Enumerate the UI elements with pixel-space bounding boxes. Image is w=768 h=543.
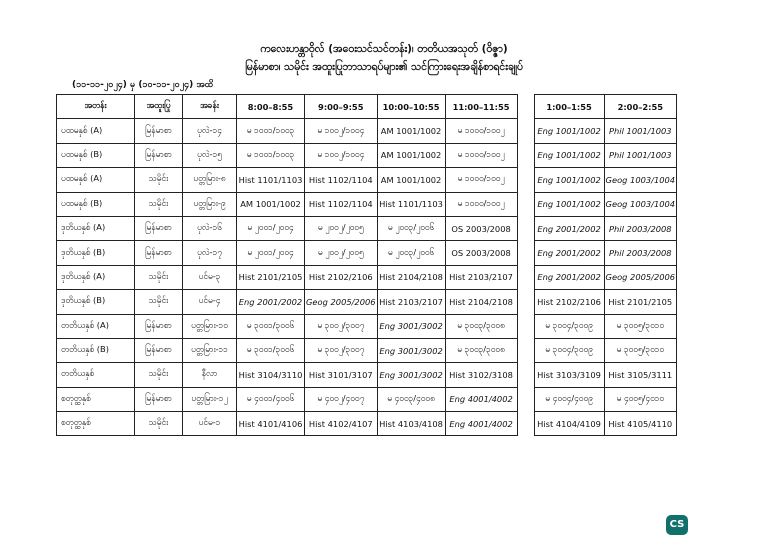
major-cell: မြန်မာစာ: [135, 314, 183, 338]
lunch-gap: [517, 192, 534, 216]
room-cell: ပင်မ-၃: [183, 265, 237, 289]
header-major: အထူးပြု: [135, 95, 183, 119]
period-cell: Hist 4101/4106: [237, 412, 305, 436]
period-cell: Eng 3001/3002: [377, 338, 445, 362]
lunch-gap: [517, 314, 534, 338]
lunch-gap: [517, 290, 534, 314]
period-cell: AM 1001/1002: [377, 119, 445, 143]
period-cell: Geog 2005/2006: [604, 265, 677, 289]
room-cell: ပုလဲ-၁၅: [183, 143, 237, 167]
period-cell: မ ၁၀၀၁/၁၀၀၃: [237, 119, 305, 143]
period-cell: Hist 1101/1103: [377, 192, 445, 216]
table-row: [57, 314, 677, 338]
period-cell: Hist 1102/1104: [305, 168, 378, 192]
header-period-4: 11:00–11:55: [445, 95, 517, 119]
major-cell: မြန်မာစာ: [135, 338, 183, 362]
header-period-1: 8:00–8:55: [237, 95, 305, 119]
class-cell: ဒုတိယနှစ် (A): [57, 265, 135, 289]
period-cell: Hist 4102/4107: [305, 412, 378, 436]
period-cell: Hist 2104/2108: [377, 265, 445, 289]
period-cell: မ ၂၀၀၃/၂၀၀၆: [377, 216, 445, 240]
class-cell: ဒုတိယနှစ် (B): [57, 241, 135, 265]
period-cell: မ ၃၀၀၂/၃၀၀၇: [305, 314, 378, 338]
table-row: [57, 168, 677, 192]
major-cell: မြန်မာစာ: [135, 241, 183, 265]
period-cell: Hist 3105/3111: [604, 363, 677, 387]
period-cell: မ ၄၀၀၂/၄၀၀၇: [305, 387, 378, 411]
header-period-2: 9:00–9:55: [305, 95, 378, 119]
class-cell: ပထမနှစ် (B): [57, 192, 135, 216]
table-row: [57, 363, 677, 387]
schedule-body: [57, 119, 677, 436]
period-cell: Eng 2001/2002: [237, 290, 305, 314]
period-cell: မ ၄၀၀၁/၄၀၀၆: [237, 387, 305, 411]
room-cell: ပတ္တမြား-၁၂: [183, 387, 237, 411]
period-cell: မ ၃၀၀၅/၃၀၁၀: [604, 338, 677, 362]
table-row: [57, 216, 677, 240]
period-cell: Eng 4001/4002: [445, 387, 517, 411]
header-period-5: 1:00–1:55: [534, 95, 604, 119]
lunch-gap: [517, 338, 534, 362]
lunch-gap: [517, 241, 534, 265]
period-cell: မ ၁၀၀၀/၁၀၀၂: [445, 119, 517, 143]
period-cell: မ ၄၀၀၅/၄၀၁၀: [604, 387, 677, 411]
period-cell: Hist 2101/2105: [604, 290, 677, 314]
room-cell: ပတ္တမြား-၉: [183, 192, 237, 216]
major-cell: သမိုင်း: [135, 290, 183, 314]
period-cell: Geog 2005/2006: [305, 290, 378, 314]
period-cell: Hist 3104/3110: [237, 363, 305, 387]
period-cell: မ ၃၀၀၃/၃၀၀၈: [445, 314, 517, 338]
period-cell: Hist 4103/4108: [377, 412, 445, 436]
period-cell: မ ၃၀၀၁/၃၀၀၆: [237, 338, 305, 362]
table-row: [57, 412, 677, 436]
class-cell: တတိယနှစ် (A): [57, 314, 135, 338]
room-cell: ပုလဲ-၁၇: [183, 241, 237, 265]
period-cell: Hist 2102/2106: [534, 290, 604, 314]
major-cell: မြန်မာစာ: [135, 119, 183, 143]
period-cell: မ ၁၀၀၂/၁၀၀၄: [305, 119, 378, 143]
period-cell: မ ၂၀၀၁/၂၀၀၄: [237, 216, 305, 240]
header-class: အတန်း: [57, 95, 135, 119]
period-cell: AM 1001/1002: [237, 192, 305, 216]
period-cell: Hist 1102/1104: [305, 192, 378, 216]
period-cell: Eng 3001/3002: [377, 363, 445, 387]
period-cell: မ ၁၀၀၀/၁၀၀၂: [445, 168, 517, 192]
period-cell: Eng 2001/2002: [534, 241, 604, 265]
class-cell: ပထမနှစ် (A): [57, 168, 135, 192]
date-range: (၁၁-၁၁-၂၀၂၄) မှ (၁၀-၁၁-၂၀၂၄) အထိ: [72, 80, 214, 90]
table-row: [57, 192, 677, 216]
period-cell: မ ၃၀၀၅/၃၀၁၀: [604, 314, 677, 338]
period-cell: Eng 1001/1002: [534, 192, 604, 216]
period-cell: Phil 2003/2008: [604, 241, 677, 265]
period-cell: Hist 3101/3107: [305, 363, 378, 387]
lunch-gap: [517, 143, 534, 167]
camscanner-logo: CS: [666, 515, 688, 535]
period-cell: Eng 2001/2002: [534, 216, 604, 240]
schedule-table: [56, 94, 677, 436]
major-cell: သမိုင်း: [135, 265, 183, 289]
lunch-gap: [517, 95, 534, 119]
period-cell: Hist 2102/2106: [305, 265, 378, 289]
period-cell: မ ၁၀၀၀/၁၀၀၂: [445, 143, 517, 167]
major-cell: မြန်မာစာ: [135, 387, 183, 411]
room-cell: ပတ္တမြား-၁၀: [183, 314, 237, 338]
major-cell: မြန်မာစာ: [135, 143, 183, 167]
period-cell: Phil 1001/1003: [604, 119, 677, 143]
period-cell: Phil 1001/1003: [604, 143, 677, 167]
period-cell: Eng 1001/1002: [534, 168, 604, 192]
period-cell: AM 1001/1002: [377, 143, 445, 167]
lunch-gap: [517, 119, 534, 143]
period-cell: Hist 4104/4109: [534, 412, 604, 436]
table-row: [57, 265, 677, 289]
table-row: [57, 241, 677, 265]
period-cell: မ ၁၀၀၁/၁၀၀၃: [237, 143, 305, 167]
room-cell: ပုလဲ-၁၆: [183, 216, 237, 240]
period-cell: Hist 3103/3109: [534, 363, 604, 387]
class-cell: စတုတ္ထနှစ်: [57, 412, 135, 436]
class-cell: ပထမနှစ် (B): [57, 143, 135, 167]
class-cell: စတုတ္ထနှစ်: [57, 387, 135, 411]
table-row: [57, 143, 677, 167]
period-cell: Hist 2101/2105: [237, 265, 305, 289]
header-period-6: 2:00–2:55: [604, 95, 677, 119]
lunch-gap: [517, 363, 534, 387]
lunch-gap: [517, 265, 534, 289]
room-cell: ပုလဲ-၁၄: [183, 119, 237, 143]
lunch-gap: [517, 387, 534, 411]
class-cell: ဒုတိယနှစ် (A): [57, 216, 135, 240]
period-cell: မ ၂၀၀၂/၂၀၀၅: [305, 216, 378, 240]
period-cell: မ ၄၀၀၃/၄၀၀၈: [377, 387, 445, 411]
period-cell: မ ၁၀၀၀/၁၀၀၂: [445, 192, 517, 216]
period-cell: မ ၃၀၀၄/၃၀၀၉: [534, 338, 604, 362]
period-cell: Eng 1001/1002: [534, 119, 604, 143]
document-subtitle: မြန်မာစာ၊ သမိုင်း အထူးပြုဘာသာရပ်များ၏ သင်ကြားရေးအချိန်စာရင်းချုပ်: [245, 61, 523, 73]
major-cell: သမိုင်း: [135, 363, 183, 387]
class-cell: ဒုတိယနှစ် (B): [57, 290, 135, 314]
period-cell: မ ၂၀၀၁/၂၀၀၄: [237, 241, 305, 265]
period-cell: Hist 4105/4110: [604, 412, 677, 436]
period-cell: မ ၃၀၀၁/၃၀၀၆: [237, 314, 305, 338]
period-cell: မ ၃၀၀၄/၃၀၀၉: [534, 314, 604, 338]
room-cell: ပတ္တမြား-၁၁: [183, 338, 237, 362]
period-cell: OS 2003/2008: [445, 241, 517, 265]
document-title: ကလေးဟန္တာဝိုလ် (အဝေးသင်သင်တန်း)၊ တတိယအသုတ် (ဝိဇ္ဇာ): [260, 43, 508, 55]
header-row: [57, 95, 677, 119]
period-cell: မ ၂၀၀၂/၂၀၀၅: [305, 241, 378, 265]
header-period-3: 10:00–10:55: [377, 95, 445, 119]
period-cell: OS 2003/2008: [445, 216, 517, 240]
lunch-gap: [517, 168, 534, 192]
period-cell: AM 1001/1002: [377, 168, 445, 192]
period-cell: မ ၃၀၀၂/၃၀၀၇: [305, 338, 378, 362]
room-cell: ပင်မ-၁: [183, 412, 237, 436]
lunch-gap: [517, 412, 534, 436]
period-cell: Hist 2103/2107: [377, 290, 445, 314]
period-cell: Hist 1101/1103: [237, 168, 305, 192]
table-row: [57, 290, 677, 314]
period-cell: မ ၃၀၀၃/၃၀၀၈: [445, 338, 517, 362]
lunch-gap: [517, 216, 534, 240]
table-row: [57, 387, 677, 411]
period-cell: Eng 3001/3002: [377, 314, 445, 338]
class-cell: တတိယနှစ် (B): [57, 338, 135, 362]
period-cell: Hist 2104/2108: [445, 290, 517, 314]
period-cell: မ ၂၀၀၃/၂၀၀၆: [377, 241, 445, 265]
period-cell: Eng 4001/4002: [445, 412, 517, 436]
period-cell: Geog 1003/1004: [604, 192, 677, 216]
major-cell: မြန်မာစာ: [135, 216, 183, 240]
period-cell: Geog 1003/1004: [604, 168, 677, 192]
major-cell: သမိုင်း: [135, 168, 183, 192]
major-cell: သမိုင်း: [135, 192, 183, 216]
period-cell: Eng 1001/1002: [534, 143, 604, 167]
period-cell: မ ၄၀၀၄/၄၀၀၉: [534, 387, 604, 411]
period-cell: Hist 2103/2107: [445, 265, 517, 289]
major-cell: သမိုင်း: [135, 412, 183, 436]
table-row: [57, 338, 677, 362]
period-cell: မ ၁၀၀၂/၁၀၀၄: [305, 143, 378, 167]
period-cell: Hist 3102/3108: [445, 363, 517, 387]
header-room: အခန်း: [183, 95, 237, 119]
room-cell: ပင်မ-၄: [183, 290, 237, 314]
room-cell: ပတ္တမြား-၈: [183, 168, 237, 192]
period-cell: Eng 2001/2002: [534, 265, 604, 289]
class-cell: တတိယနှစ်: [57, 363, 135, 387]
class-cell: ပထမနှစ် (A): [57, 119, 135, 143]
period-cell: Phil 2003/2008: [604, 216, 677, 240]
table-row: [57, 119, 677, 143]
room-cell: နီလာ: [183, 363, 237, 387]
